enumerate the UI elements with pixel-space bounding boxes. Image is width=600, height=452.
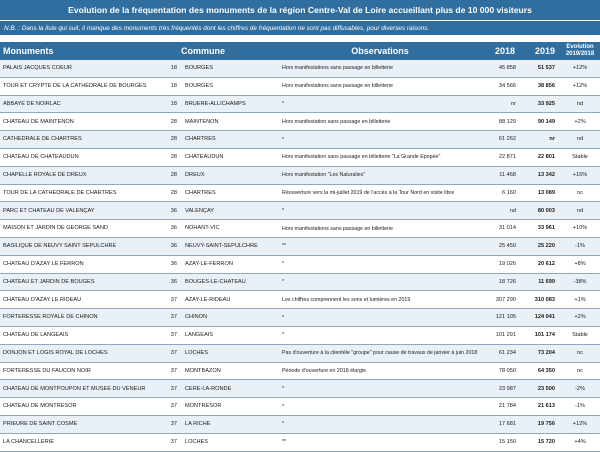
header-commune: Commune (178, 42, 280, 60)
departement-number: 36 (165, 273, 178, 291)
departement-number: 28 (165, 113, 178, 131)
observation-text: Hors manifestation sans passage en billetterie (280, 113, 480, 131)
commune-name: NOHANT-VIC (178, 220, 280, 238)
monument-name: BASILIQUE DE NEUVY SAINT SEPULCHRE (0, 237, 165, 255)
observation-text: * (280, 380, 480, 398)
visitors-2018: 17 681 (480, 415, 520, 433)
commune-name: BOURGES (178, 60, 280, 77)
table-row (0, 344, 600, 362)
evolution-value: nd (560, 95, 600, 113)
observation-text: ** (280, 433, 480, 451)
monument-name: CHATEAU D'AZAY LE RIDEAU (0, 291, 165, 309)
table-row (0, 184, 600, 202)
visitors-2018: 101 291 (480, 326, 520, 344)
monument-name: CHATEAU ET JARDIN DE BOUGES (0, 273, 165, 291)
monuments-table (0, 42, 600, 452)
evolution-value: nc (560, 344, 600, 362)
visitors-2018: 307 290 (480, 291, 520, 309)
commune-name: CERE-LA-RONDE (178, 380, 280, 398)
header-2018: 2018 (480, 42, 520, 60)
commune-name: LA RICHE (178, 415, 280, 433)
commune-name: BOURGES (178, 77, 280, 95)
visitors-2018: 34 566 (480, 77, 520, 95)
commune-name: MONTRESOR (178, 398, 280, 416)
evolution-value: nd (560, 202, 600, 220)
commune-name: AZAY-LE-FERRON (178, 255, 280, 273)
departement-number: 37 (165, 344, 178, 362)
evolution-value: -2% (560, 380, 600, 398)
visitors-2019: 73 204 (520, 344, 560, 362)
observation-text: * (280, 95, 480, 113)
table-row (0, 95, 600, 113)
monument-name: CHATEAU DE MONTPOUPON ET MUSEE DU VENEUR (0, 380, 165, 398)
evolution-value: +4% (560, 433, 600, 451)
monument-name: LA CHANCELLERIE (0, 433, 165, 451)
visitors-2018: 31 014 (480, 220, 520, 238)
visitors-2019: 64 350 (520, 362, 560, 380)
departement-number: 28 (165, 166, 178, 184)
table-row (0, 398, 600, 416)
visitors-2019: 90 149 (520, 113, 560, 131)
header-evolution: Evolution 2019/2018 (560, 42, 600, 60)
table-row (0, 433, 600, 451)
visitors-2018: 25 450 (480, 237, 520, 255)
visitors-2019: 310 083 (520, 291, 560, 309)
evolution-value: +16% (560, 166, 600, 184)
monument-name: FORTERESSE DU FAUCON NOIR (0, 362, 165, 380)
table-row (0, 380, 600, 398)
table-row (0, 202, 600, 220)
visitors-2019: 101 174 (520, 326, 560, 344)
monument-name: CHAPELLE ROYALE DE DREUX (0, 166, 165, 184)
visitors-2019: 11 699 (520, 273, 560, 291)
departement-number: 37 (165, 291, 178, 309)
commune-name: VALENÇAY (178, 202, 280, 220)
visitors-2019: 38 856 (520, 77, 560, 95)
evolution-value: +10% (560, 220, 600, 238)
visitors-2018: 6 160 (480, 184, 520, 202)
table-row (0, 326, 600, 344)
monument-name: DONJON ET LOGIS ROYAL DE LOCHES (0, 344, 165, 362)
departement-number: 36 (165, 237, 178, 255)
commune-name: LOCHES (178, 344, 280, 362)
commune-name: BRUERE-ALLICHAMPS (178, 95, 280, 113)
evolution-value: +12% (560, 60, 600, 77)
table-body (0, 60, 600, 451)
evolution-value: +2% (560, 113, 600, 131)
header-departement (165, 42, 178, 60)
table-row (0, 309, 600, 327)
visitors-2019: 33 961 (520, 220, 560, 238)
table-row (0, 362, 600, 380)
monument-name: PRIEURE DE SAINT COSME (0, 415, 165, 433)
observation-text: * (280, 415, 480, 433)
departement-number: 37 (165, 398, 178, 416)
departement-number: 28 (165, 184, 178, 202)
evolution-value: +1% (560, 291, 600, 309)
monument-name: PARC ET CHATEAU DE VALENÇAY (0, 202, 165, 220)
table-row (0, 220, 600, 238)
evolution-value: Stable (560, 148, 600, 166)
monument-name: CHATEAU DE MONTRESOR (0, 398, 165, 416)
observation-text: ** (280, 237, 480, 255)
visitors-2019: 15 720 (520, 433, 560, 451)
monument-name: CHATEAU DE LANGEAIS (0, 326, 165, 344)
evolution-value: nc (560, 362, 600, 380)
commune-name: MAINTENON (178, 113, 280, 131)
table-row (0, 77, 600, 95)
observation-text: Hors manifestations sans passage en billetterie (280, 77, 480, 95)
visitors-2019: 20 612 (520, 255, 560, 273)
departement-number: 37 (165, 433, 178, 451)
departement-number: 36 (165, 255, 178, 273)
monument-name: CHATEAU DE MAINTENON (0, 113, 165, 131)
evolution-value: +8% (560, 255, 600, 273)
visitors-2019: 51 537 (520, 60, 560, 77)
observation-text: Pas d'ouverture à la clientèle "groupe" pour cause de travaux de janvier à juin 2018 (280, 344, 480, 362)
evolution-value: nc (560, 184, 600, 202)
monument-name: PALAIS JACQUES COEUR (0, 60, 165, 77)
observation-text: Hors manifestation sans passage en billetterie "La Grande Epopée" (280, 148, 480, 166)
departement-number: 28 (165, 131, 178, 149)
visitors-2019: 19 756 (520, 415, 560, 433)
departement-number: 37 (165, 362, 178, 380)
monument-name: ABBAYE DE NOIRLAC (0, 95, 165, 113)
visitors-2018: 78 050 (480, 362, 520, 380)
commune-name: DREUX (178, 166, 280, 184)
evolution-value: +12% (560, 415, 600, 433)
evolution-value: +12% (560, 77, 600, 95)
visitors-2018: 19 026 (480, 255, 520, 273)
visitors-2019: 124 041 (520, 309, 560, 327)
evolution-value: nd (560, 131, 600, 149)
observation-text: * (280, 309, 480, 327)
visitors-2018: nd (480, 202, 520, 220)
observation-text: * (280, 273, 480, 291)
commune-name: CHINON (178, 309, 280, 327)
header-monuments: Monuments (0, 42, 165, 60)
departement-number: 18 (165, 77, 178, 95)
table-row (0, 131, 600, 149)
visitors-2019: 23 500 (520, 380, 560, 398)
departement-number: 37 (165, 326, 178, 344)
table-row (0, 273, 600, 291)
visitors-2018: 18 726 (480, 273, 520, 291)
visitors-2019: 13 089 (520, 184, 560, 202)
observation-text: Période d'ouverture en 2018 élargie (280, 362, 480, 380)
evolution-value: +2% (560, 309, 600, 327)
monument-name: MAISON ET JARDIN DE GEORGE SAND (0, 220, 165, 238)
departement-number: 37 (165, 415, 178, 433)
visitors-2018: nr (480, 95, 520, 113)
departement-number: 37 (165, 380, 178, 398)
table-row (0, 148, 600, 166)
monument-name: TOUR DE LA CATHEDRALE DE CHARTRES (0, 184, 165, 202)
commune-name: BOUGES-LE-CHATEAU (178, 273, 280, 291)
observation-text: Réouverture vers la mi-juillet 2019 de l'accès à la Tour Nord en visite libre (280, 184, 480, 202)
visitors-2018: 61 234 (480, 344, 520, 362)
header-observations: Observations (280, 42, 480, 60)
table-row (0, 291, 600, 309)
commune-name: NEUVY-SAINT-SEPULCHRE (178, 237, 280, 255)
departement-number: 36 (165, 220, 178, 238)
observation-text: Les chiffres comprennent les sons et lumières en 2019 (280, 291, 480, 309)
table-row (0, 166, 600, 184)
table-row (0, 60, 600, 77)
table-row (0, 415, 600, 433)
table-row (0, 255, 600, 273)
commune-name: MONTBAZON (178, 362, 280, 380)
observation-text: * (280, 326, 480, 344)
table-row (0, 113, 600, 131)
commune-name: CHARTRES (178, 131, 280, 149)
commune-name: CHARTRES (178, 184, 280, 202)
monument-name: CATHEDRALE DE CHARTRES (0, 131, 165, 149)
observation-text: Hors manifestations sans passage en billetterie (280, 60, 480, 77)
visitors-2019: nr (520, 131, 560, 149)
evolution-value: -1% (560, 237, 600, 255)
observation-text: * (280, 202, 480, 220)
commune-name: CHATEAUDUN (178, 148, 280, 166)
visitors-2018: 21 784 (480, 398, 520, 416)
departement-number: 28 (165, 148, 178, 166)
visitors-2018: 121 105 (480, 309, 520, 327)
visitors-2019: 80 003 (520, 202, 560, 220)
monument-name: CHATEAU D'AZAY LE FERRON (0, 255, 165, 273)
evolution-value: Stable (560, 326, 600, 344)
visitors-2018: 88 129 (480, 113, 520, 131)
observation-text: * (280, 255, 480, 273)
visitors-2019: 25 220 (520, 237, 560, 255)
header-2019: 2019 (520, 42, 560, 60)
departement-number: 36 (165, 202, 178, 220)
visitors-2019: 22 801 (520, 148, 560, 166)
evolution-value: -1% (560, 398, 600, 416)
visitors-2019: 21 613 (520, 398, 560, 416)
observation-text: Hors manifestations sans passage en billetterie (280, 220, 480, 238)
departement-number: 37 (165, 309, 178, 327)
commune-name: AZAY-LE-RIDEAU (178, 291, 280, 309)
document-title: Evolution de la fréquentation des monuments de la région Centre-Val de Loire accueillant plus de 10 000 visiteurs (0, 0, 600, 20)
table-row (0, 237, 600, 255)
commune-name: LOCHES (178, 433, 280, 451)
departement-number: 18 (165, 60, 178, 77)
commune-name: LANGEAIS (178, 326, 280, 344)
monument-name: CHATEAU DE CHATEAUDUN (0, 148, 165, 166)
visitors-2018: 61 262 (480, 131, 520, 149)
monument-name: TOUR ET CRYPTE DE LA CATHEDRALE DE BOURGES (0, 77, 165, 95)
visitors-2018: 15 150 (480, 433, 520, 451)
observation-text: * (280, 131, 480, 149)
visitors-2019: 33 925 (520, 95, 560, 113)
visitors-2018: 45 858 (480, 60, 520, 77)
evolution-value: -38% (560, 273, 600, 291)
observation-text: Hors manifestation "Les Naturalies" (280, 166, 480, 184)
observation-text: * (280, 398, 480, 416)
monument-name: FORTERESSE ROYALE DE CHINON (0, 309, 165, 327)
footnote-note: N.B. : Dans la liste qui suit, il manque des monuments très fréquentés dont les chiffres de fréquentation ne sont pas diffusables, pour diverses raisons. (0, 21, 600, 35)
visitors-2018: 22 871 (480, 148, 520, 166)
visitors-2018: 11 468 (480, 166, 520, 184)
visitors-2018: 23 987 (480, 380, 520, 398)
table-header-row (0, 42, 600, 60)
visitors-2019: 13 342 (520, 166, 560, 184)
departement-number: 18 (165, 95, 178, 113)
